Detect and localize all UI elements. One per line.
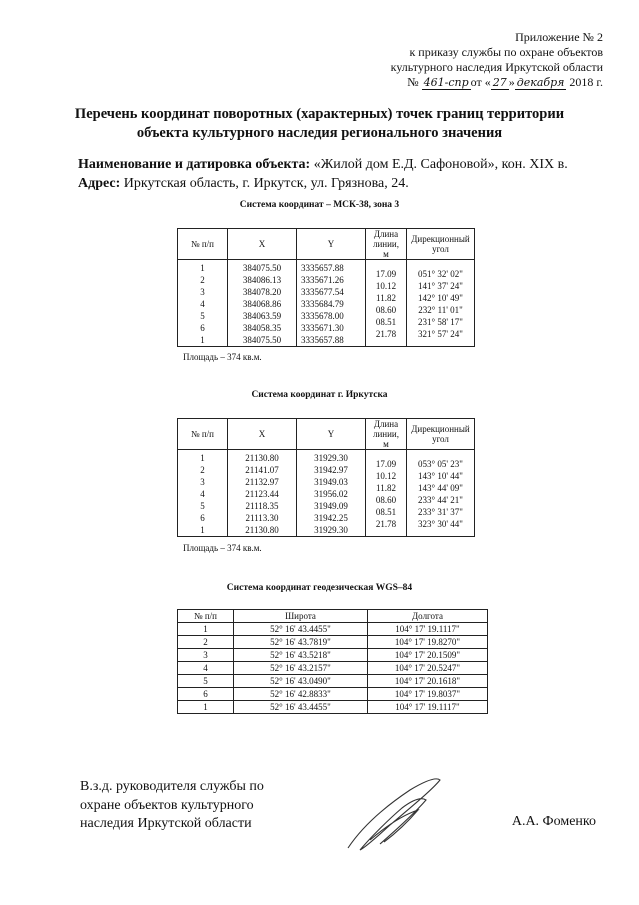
order-num-prefix: № — [407, 75, 419, 89]
msk-title: Система координат – МСК-38, зона 3 — [239, 200, 400, 210]
col-direction-header: Дирекционный угол — [407, 229, 475, 260]
cell-angle: 232° 11' 01" — [418, 305, 463, 315]
cell-lon: 104° 17' 19.8270" — [368, 636, 488, 649]
cell-x: 21113.30 — [245, 513, 279, 523]
col-x-cells — [228, 450, 297, 537]
col-lat-header: Широта — [234, 610, 368, 623]
col-length-header: Длина линии, м — [366, 229, 407, 260]
cell-angle: 141° 37' 24" — [418, 281, 463, 291]
table-row — [178, 688, 488, 701]
irk-title: Система координат г. Иркутска — [251, 390, 388, 400]
cell-lat: 52° 16' 42.8833" — [234, 688, 368, 701]
appendix-line-2: к приказу службы по охране объектов — [409, 45, 603, 59]
title-line-1: Перечень координат поворотных (характерных) точек границ территории — [74, 106, 565, 122]
cell-y: 31929.30 — [314, 525, 348, 535]
object-address-value: Иркутская область, г. Иркутск, ул. Грязнова, 24. — [120, 176, 409, 191]
appendix-header — [391, 30, 603, 90]
wgs-title: Система координат геодезическая WGS–84 — [226, 583, 413, 593]
col-length-cells — [366, 260, 407, 347]
cell-x: 21141.07 — [245, 465, 279, 475]
table-row — [178, 649, 488, 662]
col-num-header: № п/п — [178, 229, 228, 260]
appendix-line-3: культурного наследия Иркутской области — [390, 60, 603, 74]
cell-num: 1 — [200, 263, 205, 273]
table-header-row — [178, 229, 475, 260]
cell-x: 21132.97 — [245, 477, 279, 487]
col-direction-header: Дирекционный угол — [407, 419, 475, 450]
document-title — [40, 105, 599, 143]
cell-length: 11.82 — [376, 293, 396, 303]
col-direction-cells — [407, 450, 475, 537]
irk-area: Площадь – 374 кв.м. — [183, 543, 262, 553]
table-header-row — [178, 419, 475, 450]
cell-angle: 231° 58' 17" — [418, 317, 463, 327]
col-y-header: Y — [297, 419, 366, 450]
cell-y: 31942.25 — [314, 513, 348, 523]
cell-num: 2 — [200, 465, 205, 475]
object-info — [78, 155, 568, 193]
cell-lat: 52° 16' 43.5218" — [234, 649, 368, 662]
col-num-cells — [178, 260, 228, 347]
msk-area: Площадь – 374 кв.м. — [183, 352, 262, 362]
table-row — [178, 662, 488, 675]
col-x-header: X — [228, 229, 297, 260]
table-row — [178, 623, 488, 636]
cell-length: 11.82 — [376, 483, 396, 493]
cell-x: 384063.59 — [242, 311, 282, 321]
cell-angle: 142° 10' 49" — [418, 293, 463, 303]
col-num-cells — [178, 450, 228, 537]
cell-angle: 143° 44' 09" — [418, 483, 463, 493]
signatory-name: А.А. Фоменко — [511, 814, 596, 829]
position-line-3: наследия Иркутской области — [80, 816, 252, 831]
cell-num: 3 — [200, 287, 205, 297]
table-body-row — [178, 450, 475, 537]
msk-coordinates-table — [177, 228, 475, 347]
cell-y: 31942.97 — [314, 465, 348, 475]
table-header-row — [178, 610, 488, 623]
cell-x: 384078.20 — [242, 287, 282, 297]
cell-y: 31929.30 — [314, 453, 348, 463]
cell-x: 21130.80 — [245, 453, 279, 463]
cell-num: 4 — [178, 662, 234, 675]
col-length-cells — [366, 450, 407, 537]
title-line-2: объекта культурного наследия регионального значения — [136, 125, 503, 141]
cell-angle: 233° 44' 21" — [418, 495, 463, 505]
cell-y: 3335657.88 — [301, 335, 344, 345]
cell-y: 31956.02 — [314, 489, 348, 499]
cell-length: 10.12 — [375, 471, 397, 481]
cell-y: 3335684.79 — [301, 299, 344, 309]
cell-lat: 52° 16' 43.7819" — [234, 636, 368, 649]
cell-x: 384058.35 — [242, 323, 282, 333]
table-body-row — [178, 260, 475, 347]
order-day: 27 — [492, 76, 507, 89]
order-date-prefix: от « — [470, 75, 491, 89]
cell-angle: 053° 05' 23" — [418, 459, 463, 469]
cell-x: 21130.80 — [245, 525, 279, 535]
object-name-row — [78, 155, 568, 174]
cell-num: 2 — [178, 636, 234, 649]
cell-y: 31949.09 — [314, 501, 348, 511]
cell-num: 1 — [178, 623, 234, 636]
cell-num: 1 — [200, 335, 205, 345]
cell-angle: 051° 32' 02" — [418, 269, 463, 279]
col-y-cells — [297, 260, 366, 347]
cell-length: 10.12 — [375, 281, 397, 291]
position-line-2: охране объектов культурного — [80, 797, 254, 813]
cell-num: 4 — [200, 299, 205, 309]
col-y-header: Y — [297, 229, 366, 260]
cell-y: 3335677.54 — [301, 287, 344, 297]
cell-num: 2 — [200, 275, 205, 285]
cell-length: 21.78 — [375, 329, 397, 339]
position-line-1: В.з.д. руководителя службы по — [80, 779, 264, 794]
cell-num: 6 — [200, 513, 205, 523]
object-name-value: «Жилой дом Е.Д. Сафоновой», кон. XIX в. — [310, 157, 568, 172]
order-line — [391, 75, 603, 90]
cell-length: 08.51 — [375, 317, 397, 327]
cell-num: 5 — [178, 675, 234, 688]
order-day-suffix: » — [508, 75, 515, 89]
cell-num: 1 — [200, 453, 205, 463]
cell-x: 21123.44 — [245, 489, 279, 499]
cell-x: 384075.50 — [242, 335, 282, 345]
cell-lat: 52° 16' 43.0490" — [234, 675, 368, 688]
cell-length: 08.60 — [375, 305, 397, 315]
cell-num: 5 — [200, 311, 205, 321]
cell-num: 3 — [200, 477, 205, 487]
object-address-row — [78, 174, 568, 193]
cell-y: 3335657.88 — [301, 263, 344, 273]
cell-length: 17.09 — [375, 269, 397, 279]
appendix-line-1: Приложение № 2 — [515, 30, 603, 44]
cell-lon: 104° 17' 19.1117" — [368, 701, 488, 714]
cell-length: 08.60 — [375, 495, 397, 505]
col-x-header: X — [228, 419, 297, 450]
cell-lon: 104° 17' 19.1117" — [368, 623, 488, 636]
cell-y: 3335671.30 — [301, 323, 344, 333]
cell-x: 384068.86 — [242, 299, 282, 309]
cell-angle: 233° 31' 37" — [418, 507, 463, 517]
cell-x: 384086.13 — [242, 275, 282, 285]
col-lon-header: Долгота — [368, 610, 488, 623]
cell-angle: 321° 57' 24" — [418, 329, 463, 339]
cell-lat: 52° 16' 43.2157" — [234, 662, 368, 675]
cell-num: 6 — [200, 323, 205, 333]
cell-num: 1 — [200, 525, 205, 535]
cell-num: 6 — [178, 688, 234, 701]
col-num-header: № п/п — [178, 419, 228, 450]
cell-x: 384075.50 — [242, 263, 282, 273]
cell-num: 1 — [178, 701, 234, 714]
col-length-header: Длина линии, м — [366, 419, 407, 450]
wgs-coordinates-table — [177, 609, 488, 714]
cell-num: 5 — [200, 501, 205, 511]
table-row — [178, 675, 488, 688]
col-x-cells — [228, 260, 297, 347]
table-row — [178, 636, 488, 649]
col-num-header: № п/п — [178, 610, 234, 623]
object-name-label: Наименование и датировка объекта: — [78, 157, 311, 172]
cell-length: 17.09 — [375, 459, 397, 469]
cell-lat: 52° 16' 43.4455" — [234, 701, 368, 714]
object-address-label: Адрес: — [78, 176, 121, 191]
cell-lat: 52° 16' 43.4455" — [234, 623, 368, 636]
signatory-position — [80, 778, 264, 834]
cell-angle: 323° 30' 44" — [418, 519, 463, 529]
order-number: 461-спр — [423, 76, 469, 89]
cell-length: 21.78 — [375, 519, 397, 529]
order-month: декабря — [516, 76, 565, 89]
cell-x: 21118.35 — [245, 501, 279, 511]
cell-length: 08.51 — [375, 507, 397, 517]
cell-num: 3 — [178, 649, 234, 662]
handwritten-signature — [340, 770, 450, 860]
cell-lon: 104° 17' 20.5247" — [368, 662, 488, 675]
col-y-cells — [297, 450, 366, 537]
cell-y: 3335678.00 — [301, 311, 344, 321]
cell-angle: 143° 10' 44" — [418, 471, 463, 481]
cell-lon: 104° 17' 19.8037" — [368, 688, 488, 701]
cell-y: 31949.03 — [314, 477, 348, 487]
irk-coordinates-table — [177, 418, 475, 537]
cell-y: 3335671.26 — [301, 275, 344, 285]
table-row — [178, 701, 488, 714]
col-direction-cells — [407, 260, 475, 347]
cell-lon: 104° 17' 20.1509" — [368, 649, 488, 662]
cell-num: 4 — [200, 489, 205, 499]
cell-lon: 104° 17' 20.1618" — [368, 675, 488, 688]
order-year: 2018 г. — [569, 75, 603, 89]
